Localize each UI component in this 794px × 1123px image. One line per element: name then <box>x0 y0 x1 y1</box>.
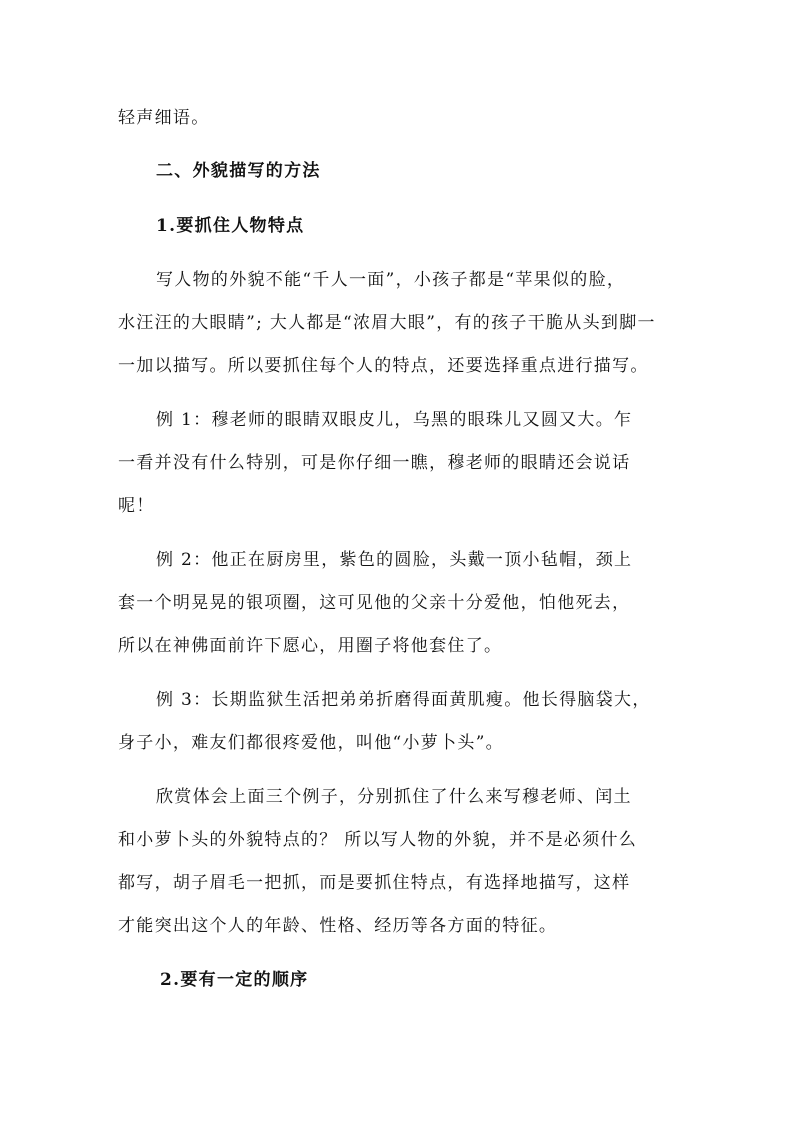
paragraph-line: 欣赏体会上面三个例子，分别抓住了什么来写穆老师、闰土 <box>156 787 632 807</box>
example-line: 例 2：他正在厨房里，紫色的圆脸，头戴一顶小毡帽，颈上 <box>156 550 633 570</box>
example-line: 身子小，难友们都很疼爱他，叫他“小萝卜头”。 <box>118 733 504 753</box>
paragraph-line: 轻声细语。 <box>118 108 210 128</box>
paragraph-line: 水汪汪的大眼睛”; 大人都是“浓眉大眼”，有的孩子干脆从头到脚一 <box>118 313 656 333</box>
example-line: 例 1：穆老师的眼睛双眼皮儿，乌黑的眼珠儿又圆又大。乍 <box>156 410 633 430</box>
example-line: 所以在神佛面前许下愿心，用圈子将他套住了。 <box>118 636 503 656</box>
example-line: 套一个明晃晃的银项圈，这可见他的父亲十分爱他，怕他死去， <box>118 593 631 613</box>
paragraph-line: 才能突出这个人的年龄、性格、经历等各方面的特征。 <box>118 916 558 936</box>
paragraph-line: 和小萝卜头的外貌特点的？ 所以写人物的外貌，并不是必须什么 <box>118 830 638 850</box>
paragraph-line: 写人物的外貌不能“千人一面”，小孩子都是“苹果似的脸， <box>156 270 626 290</box>
section-heading: 二、外貌描写的方法 <box>156 161 321 181</box>
subsection-heading: 2.要有一定的顺序 <box>160 970 309 990</box>
paragraph-line: 一加以描写。所以要抓住每个人的特点，还要选择重点进行描写。 <box>118 356 649 376</box>
example-line: 呢！ <box>118 496 155 516</box>
example-line: 一看并没有什么特别，可是你仔细一瞧，穆老师的眼睛还会说话 <box>118 453 631 473</box>
subsection-heading: 1.要抓住人物特点 <box>156 216 305 236</box>
example-line: 例 3：长期监狱生活把弟弟折磨得面黄肌瘦。他长得脑袋大， <box>156 690 651 710</box>
paragraph-line: 都写，胡子眉毛一把抓，而是要抓住特点，有选择地描写，这样 <box>118 873 631 893</box>
